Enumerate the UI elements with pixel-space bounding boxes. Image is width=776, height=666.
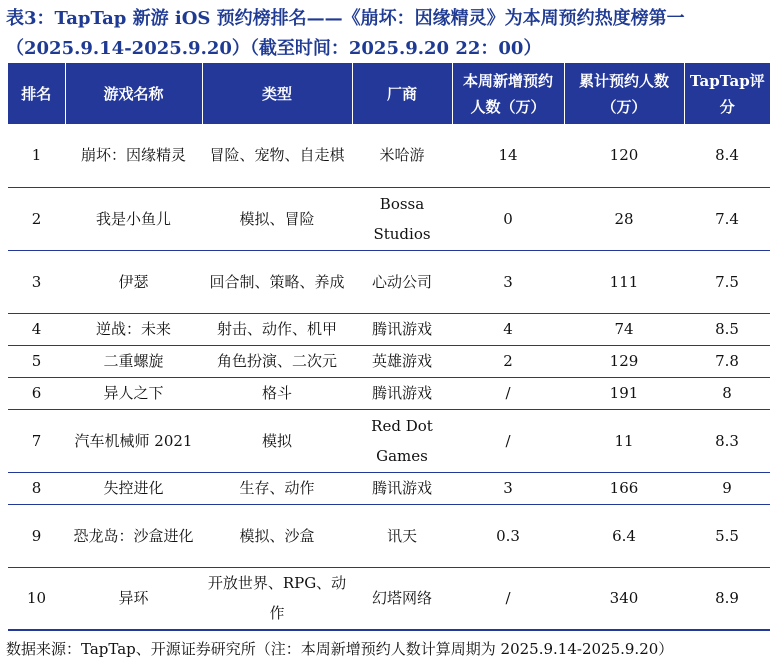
cell-new-reservations: 0.3 bbox=[452, 504, 564, 567]
cell-total-reservations: 111 bbox=[564, 250, 684, 313]
header-vendor: 厂商 bbox=[352, 63, 452, 124]
cell-new-reservations: 3 bbox=[452, 472, 564, 504]
cell-game-name: 崩坏：因缘精灵 bbox=[65, 124, 202, 187]
cell-type: 射击、动作、机甲 bbox=[202, 313, 352, 345]
table-row bbox=[8, 250, 770, 313]
cell-rating: 7.5 bbox=[684, 250, 770, 313]
cell-type: 冒险、宠物、自走棋 bbox=[202, 124, 352, 187]
cell-new-reservations: 4 bbox=[452, 313, 564, 345]
cell-vendor: 腾讯游戏 bbox=[352, 472, 452, 504]
cell-total-reservations: 120 bbox=[564, 124, 684, 187]
table-row bbox=[8, 313, 770, 345]
cell-rank: 6 bbox=[8, 377, 65, 409]
cell-rating: 7.8 bbox=[684, 345, 770, 377]
cell-vendor: 腾讯游戏 bbox=[352, 377, 452, 409]
cell-type: 生存、动作 bbox=[202, 472, 352, 504]
cell-new-reservations: / bbox=[452, 409, 564, 472]
table-row bbox=[8, 124, 770, 187]
cell-rank: 8 bbox=[8, 472, 65, 504]
data-source-note: 数据来源：TapTap、开源证券研究所（注：本周新增预约人数计算周期为 2025.9.14-2025.9.20） bbox=[6, 640, 674, 658]
cell-type: 模拟 bbox=[202, 409, 352, 472]
cell-rank: 3 bbox=[8, 250, 65, 313]
cell-rating: 8.3 bbox=[684, 409, 770, 472]
cell-vendor: 讯天 bbox=[352, 504, 452, 567]
header-rating: TapTap评分 bbox=[684, 63, 770, 124]
header-row bbox=[8, 63, 770, 124]
cell-rating: 8 bbox=[684, 377, 770, 409]
table-title: 表3：TapTap 新游 iOS 预约榜排名——《崩坏：因缘精灵》为本周预约热度榜第一（2025.9.14-2025.9.20）（截至时间：2025.9.20 22：00） bbox=[6, 8, 685, 59]
cell-game-name: 我是小鱼儿 bbox=[65, 187, 202, 250]
cell-rank: 4 bbox=[8, 313, 65, 345]
cell-vendor: 心动公司 bbox=[352, 250, 452, 313]
table-row bbox=[8, 345, 770, 377]
cell-game-name: 异人之下 bbox=[65, 377, 202, 409]
cell-game-name: 伊瑟 bbox=[65, 250, 202, 313]
cell-new-reservations: / bbox=[452, 567, 564, 630]
cell-total-reservations: 74 bbox=[564, 313, 684, 345]
cell-total-reservations: 129 bbox=[564, 345, 684, 377]
cell-rank: 7 bbox=[8, 409, 65, 472]
cell-type: 角色扮演、二次元 bbox=[202, 345, 352, 377]
cell-rating: 5.5 bbox=[684, 504, 770, 567]
header-new-reservations: 本周新增预约人数（万） bbox=[452, 63, 564, 124]
cell-rank: 1 bbox=[8, 124, 65, 187]
cell-game-name: 失控进化 bbox=[65, 472, 202, 504]
cell-new-reservations: 0 bbox=[452, 187, 564, 250]
cell-vendor: 腾讯游戏 bbox=[352, 313, 452, 345]
cell-vendor: Bossa Studios bbox=[352, 187, 452, 250]
cell-game-name: 汽车机械师 2021 bbox=[65, 409, 202, 472]
reservation-ranking-table bbox=[8, 63, 770, 631]
header-rank: 排名 bbox=[8, 63, 65, 124]
cell-total-reservations: 340 bbox=[564, 567, 684, 630]
cell-type: 模拟、沙盒 bbox=[202, 504, 352, 567]
cell-rank: 10 bbox=[8, 567, 65, 630]
cell-rating: 9 bbox=[684, 472, 770, 504]
table-row bbox=[8, 567, 770, 630]
cell-vendor: 幻塔网络 bbox=[352, 567, 452, 630]
header-type: 类型 bbox=[202, 63, 352, 124]
cell-rank: 5 bbox=[8, 345, 65, 377]
cell-game-name: 异环 bbox=[65, 567, 202, 630]
cell-total-reservations: 166 bbox=[564, 472, 684, 504]
table-row bbox=[8, 377, 770, 409]
cell-type: 开放世界、RPG、动作 bbox=[202, 567, 352, 630]
cell-total-reservations: 28 bbox=[564, 187, 684, 250]
cell-game-name: 逆战：未来 bbox=[65, 313, 202, 345]
header-total-reservations: 累计预约人数（万） bbox=[564, 63, 684, 124]
cell-vendor: 米哈游 bbox=[352, 124, 452, 187]
cell-new-reservations: 3 bbox=[452, 250, 564, 313]
cell-new-reservations: / bbox=[452, 377, 564, 409]
header-game-name: 游戏名称 bbox=[65, 63, 202, 124]
table-row bbox=[8, 409, 770, 472]
cell-type: 格斗 bbox=[202, 377, 352, 409]
cell-rank: 9 bbox=[8, 504, 65, 567]
cell-game-name: 二重螺旋 bbox=[65, 345, 202, 377]
cell-rank: 2 bbox=[8, 187, 65, 250]
cell-total-reservations: 6.4 bbox=[564, 504, 684, 567]
cell-rating: 8.5 bbox=[684, 313, 770, 345]
cell-rating: 7.4 bbox=[684, 187, 770, 250]
cell-vendor: Red Dot Games bbox=[352, 409, 452, 472]
cell-total-reservations: 191 bbox=[564, 377, 684, 409]
cell-new-reservations: 14 bbox=[452, 124, 564, 187]
table-row bbox=[8, 504, 770, 567]
table-row bbox=[8, 472, 770, 504]
cell-type: 模拟、冒险 bbox=[202, 187, 352, 250]
cell-type: 回合制、策略、养成 bbox=[202, 250, 352, 313]
cell-rating: 8.4 bbox=[684, 124, 770, 187]
cell-vendor: 英雄游戏 bbox=[352, 345, 452, 377]
cell-rating: 8.9 bbox=[684, 567, 770, 630]
table-row bbox=[8, 187, 770, 250]
cell-total-reservations: 11 bbox=[564, 409, 684, 472]
cell-game-name: 恐龙岛：沙盒进化 bbox=[65, 504, 202, 567]
cell-new-reservations: 2 bbox=[452, 345, 564, 377]
